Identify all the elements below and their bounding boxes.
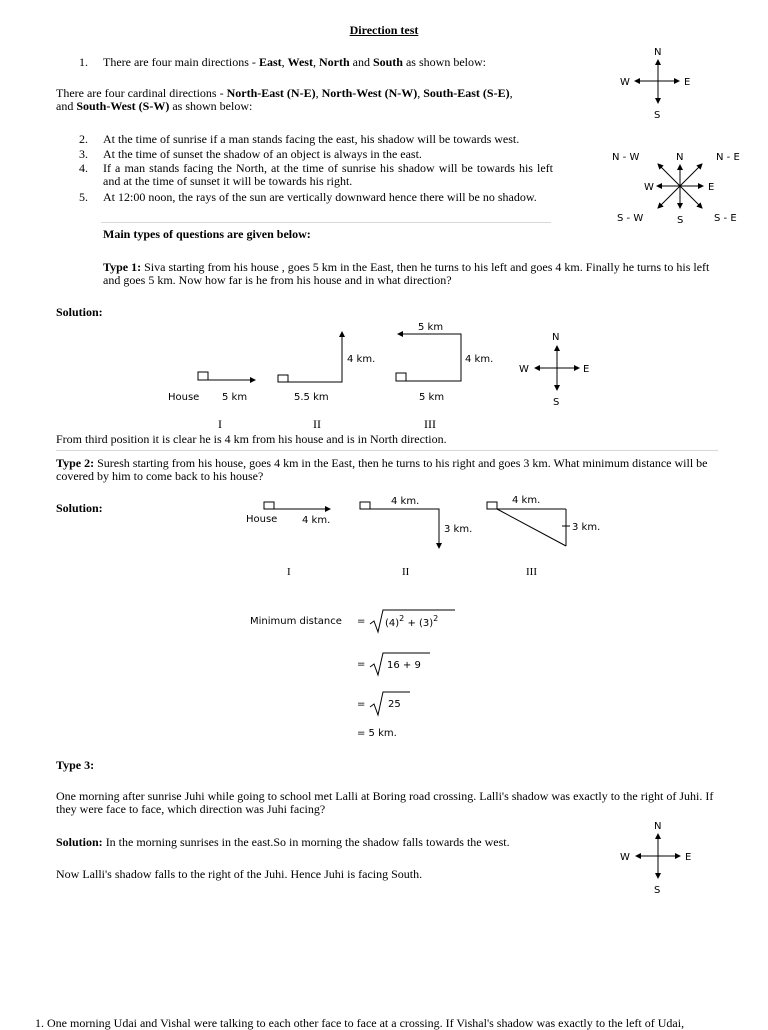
- list-text: If a man stands facing the North, at the time of sunrise his shadow will be towards his left and at the time of sunset it will be towards his right.: [103, 161, 553, 188]
- label-distance: 5 km: [418, 322, 444, 333]
- label-distance: 3 km.: [444, 524, 473, 535]
- main-types-heading: Main types of questions are given below:: [103, 227, 311, 241]
- math-label: Minimum distance: [250, 616, 342, 627]
- type1-conclusion: From third position it is clear he is 4 km from his house and is in North direction.: [56, 432, 447, 446]
- svg-text:S - W: S - W: [617, 213, 644, 224]
- svg-text:E: E: [708, 182, 715, 193]
- svg-text:W: W: [620, 77, 630, 88]
- svg-text:N - E: N - E: [716, 152, 740, 163]
- math-equals: =: [357, 616, 366, 627]
- figure-numeral: III: [424, 417, 436, 431]
- compass-icon: [620, 821, 691, 896]
- math-result: = 5 km.: [357, 728, 397, 739]
- type1-question: Type 1: Siva starting from his house , goes 5 km in the East, then he turns to his left and goes 4 km. Finally he turns to his left and goes 5 km. Now how far is he from his house and in what direction?: [103, 260, 710, 287]
- figure-numeral: I: [287, 566, 291, 578]
- svg-text:N: N: [676, 152, 684, 163]
- type3-solution: Solution: In the morning sunrises in the east.So in morning the shadow falls towards the west.: [56, 835, 510, 849]
- svg-text:W: W: [519, 364, 529, 375]
- compass-8-icon: [612, 152, 740, 226]
- type3-question: One morning after sunrise Juhi while going to school met Lalli at Boring road crossing. Lalli's shadow was exactly to the right of Juhi. If they were face to face, which direction was Juhi facing?: [56, 789, 714, 816]
- type2-solution-label: Solution:: [56, 501, 103, 515]
- svg-text:W: W: [620, 852, 630, 863]
- list-number: 4.: [79, 161, 88, 175]
- list-number: 1.: [79, 55, 88, 69]
- svg-text:N: N: [552, 332, 560, 343]
- list-text: At the time of sunrise if a man stands facing the east, his shadow will be towards west.: [103, 132, 520, 146]
- cardinal-paragraph: There are four cardinal directions - North-East (N-E), North-West (N-W), South-East (S-E), and South-West (S-W) as shown below:: [56, 86, 513, 113]
- footer-question: 1. One morning Udai and Vishal were talking to each other face to face at a crossing. If Vishal's shadow was exactly to the left of Udai,: [35, 1017, 685, 1030]
- svg-text:N: N: [654, 821, 662, 832]
- list-text: There are four main directions - East, West, North and South as shown below:: [103, 55, 486, 69]
- svg-text:S: S: [654, 110, 661, 121]
- list-number: 3.: [79, 147, 88, 161]
- list-number: 5.: [79, 190, 88, 204]
- figure-numeral: III: [526, 566, 537, 578]
- label-distance: 4 km.: [465, 354, 494, 365]
- math-term: $(4)^2 + (3)^2$: [385, 614, 439, 629]
- label-distance: 5.5 km: [294, 392, 329, 403]
- label-distance: 4 km.: [512, 495, 541, 506]
- label-house: House: [246, 514, 278, 525]
- page-title: Direction test: [349, 23, 419, 37]
- figure-numeral: II: [313, 417, 321, 431]
- label-house: House: [168, 392, 200, 403]
- label-distance: 4 km.: [391, 496, 420, 507]
- figure-numeral: I: [218, 417, 222, 431]
- compass-icon: [519, 332, 589, 408]
- type3-label: Type 3:: [56, 758, 95, 772]
- list-text: At the time of sunset the shadow of an object is always in the east.: [103, 147, 422, 161]
- svg-text:E: E: [684, 77, 691, 88]
- type1-solution-label: Solution:: [56, 305, 103, 319]
- label-distance: 3 km.: [572, 522, 601, 533]
- svg-text:E: E: [685, 852, 692, 863]
- label-distance: 4 km.: [302, 515, 331, 526]
- compass-icon: [620, 47, 690, 121]
- svg-text:S: S: [677, 215, 684, 226]
- svg-text:S: S: [553, 397, 560, 408]
- list-text: At 12:00 noon, the rays of the sun are vertically downward hence there will be no shadow.: [103, 190, 537, 204]
- svg-text:S - E: S - E: [714, 213, 737, 224]
- label-distance: 5 km: [222, 392, 248, 403]
- svg-text:N - W: N - W: [612, 152, 640, 163]
- math-equals: =: [357, 699, 366, 710]
- type2-question: Type 2: Suresh starting from his house, goes 4 km in the East, then he turns to his right and goes 3 km. What minimum distance will be covered by him to come back to his house?: [56, 456, 708, 483]
- svg-text:W: W: [644, 182, 654, 193]
- svg-text:S: S: [654, 885, 661, 896]
- label-distance: 5 km: [419, 392, 445, 403]
- svg-text:E: E: [583, 364, 590, 375]
- list-number: 2.: [79, 132, 88, 146]
- label-distance: 4 km.: [347, 354, 376, 365]
- svg-text:N: N: [654, 47, 662, 58]
- math-equals: =: [357, 659, 366, 670]
- figure-numeral: II: [402, 566, 410, 578]
- math-term: 25: [388, 699, 401, 710]
- math-term: 16 + 9: [387, 660, 421, 671]
- type3-answer: Now Lalli's shadow falls to the right of the Juhi. Hence Juhi is facing South.: [56, 867, 423, 881]
